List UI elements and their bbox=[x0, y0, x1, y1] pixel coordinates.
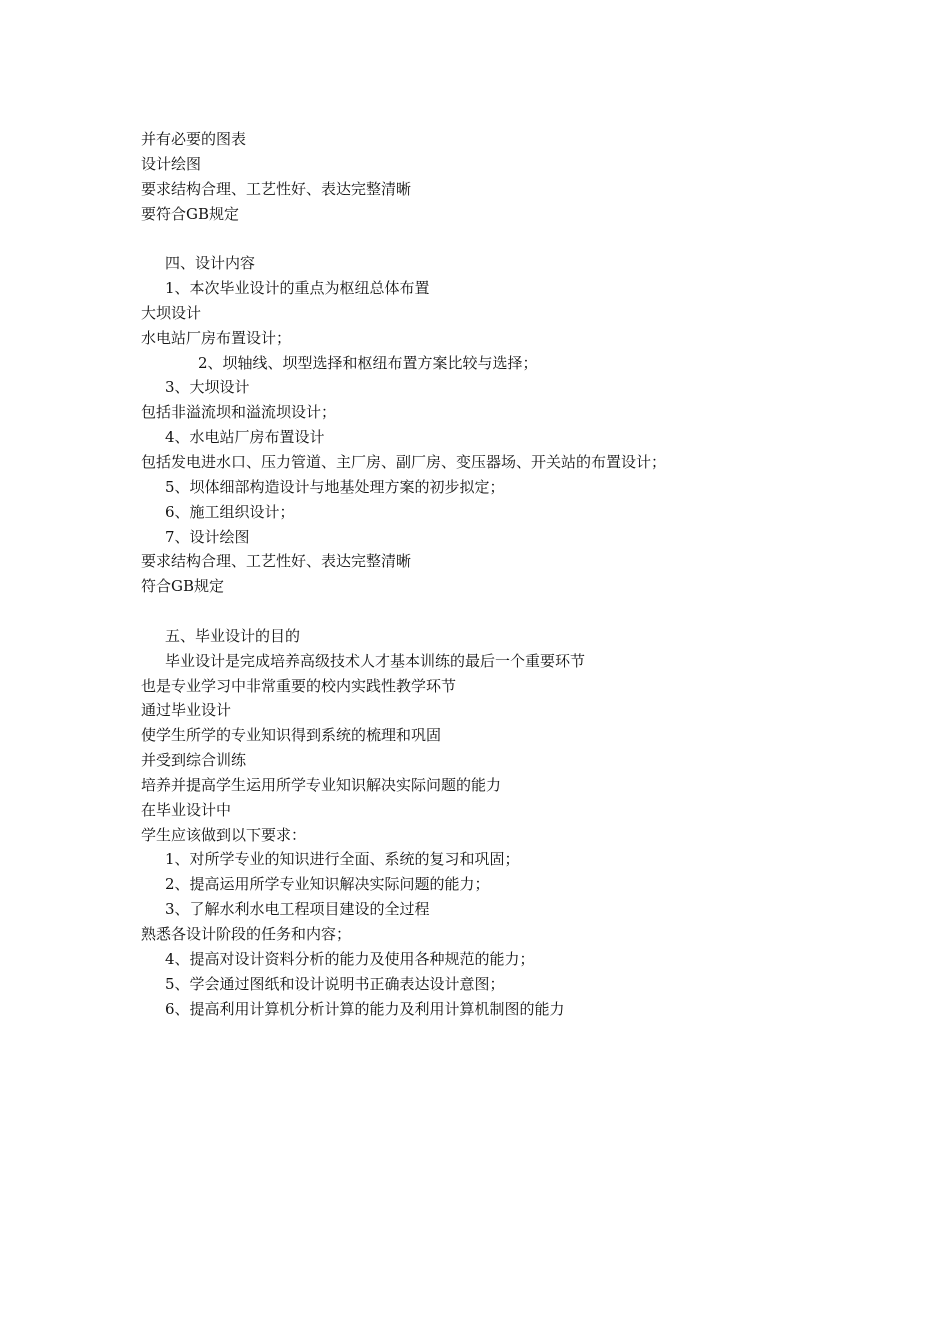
list-item: 4、提高对设计资料分析的能力及使用各种规范的能力； bbox=[165, 949, 535, 968]
text-line: 熟悉各设计阶段的任务和内容； bbox=[141, 925, 352, 943]
list-item: 3、了解水利水电工程项目建设的全过程 bbox=[165, 900, 430, 919]
text-line: 学生应该做到以下要求： bbox=[141, 825, 307, 844]
list-item: 5、学会通过图纸和设计说明书正确表达设计意图； bbox=[165, 974, 505, 993]
text-line: 并受到综合训练 bbox=[141, 751, 247, 770]
list-item: 1、本次毕业设计的重点为枢纽总体布置 bbox=[165, 279, 430, 298]
text-line: 要求结构合理、工艺性好、表达完整清晰 bbox=[141, 552, 412, 571]
text-line: 并有必要的图表 bbox=[141, 130, 247, 148]
text-line: 大坝设计 bbox=[141, 303, 202, 322]
blank-line bbox=[141, 599, 901, 624]
section-heading: 四、设计内容 bbox=[165, 254, 256, 273]
text-line: 水电站厂房布置设计； bbox=[141, 328, 292, 347]
text-line: 也是专业学习中非常重要的校内实践性教学环节 bbox=[141, 676, 457, 695]
text-line: 使学生所学的专业知识得到系统的梳理和巩固 bbox=[141, 726, 442, 745]
text-line: 设计绘图 bbox=[141, 154, 202, 173]
list-item: 3、大坝设计 bbox=[165, 378, 250, 397]
list-item: 7、设计绘图 bbox=[165, 527, 250, 546]
list-item: 1、对所学专业的知识进行全面、系统的复习和巩固； bbox=[165, 850, 520, 869]
list-item: 2、坝轴线、坝型选择和枢纽布置方案比较与选择； bbox=[198, 353, 538, 372]
text-line: 培养并提高学生运用所学专业知识解决实际问题的能力 bbox=[141, 775, 502, 794]
list-item: 4、水电站厂房布置设计 bbox=[165, 428, 325, 447]
text-line: 要求结构合理、工艺性好、表达完整清晰 bbox=[141, 179, 412, 198]
list-item: 2、提高运用所学专业知识解决实际问题的能力； bbox=[165, 875, 490, 894]
text-line: 包括发电进水口、压力管道、主厂房、副厂房、变压器场、开关站的布置设计； bbox=[141, 452, 667, 471]
text-line: 符合GB规定 bbox=[141, 577, 225, 596]
list-item: 6、提高利用计算机分析计算的能力及利用计算机制图的能力 bbox=[165, 999, 565, 1018]
paragraph-start: 毕业设计是完成培养高级技术人才基本训练的最后一个重要环节 bbox=[165, 651, 586, 670]
blank-line bbox=[141, 226, 901, 251]
section-heading: 五、毕业设计的目的 bbox=[165, 626, 301, 645]
text-line: 在毕业设计中 bbox=[141, 800, 232, 819]
document-body bbox=[141, 127, 901, 1021]
list-item: 5、坝体细部构造设计与地基处理方案的初步拟定； bbox=[165, 477, 505, 496]
list-item: 6、施工组织设计； bbox=[165, 502, 295, 521]
text-line: 包括非溢流坝和溢流坝设计； bbox=[141, 403, 337, 422]
text-line: 要符合GB规定 bbox=[141, 204, 240, 223]
text-line: 通过毕业设计 bbox=[141, 701, 232, 720]
